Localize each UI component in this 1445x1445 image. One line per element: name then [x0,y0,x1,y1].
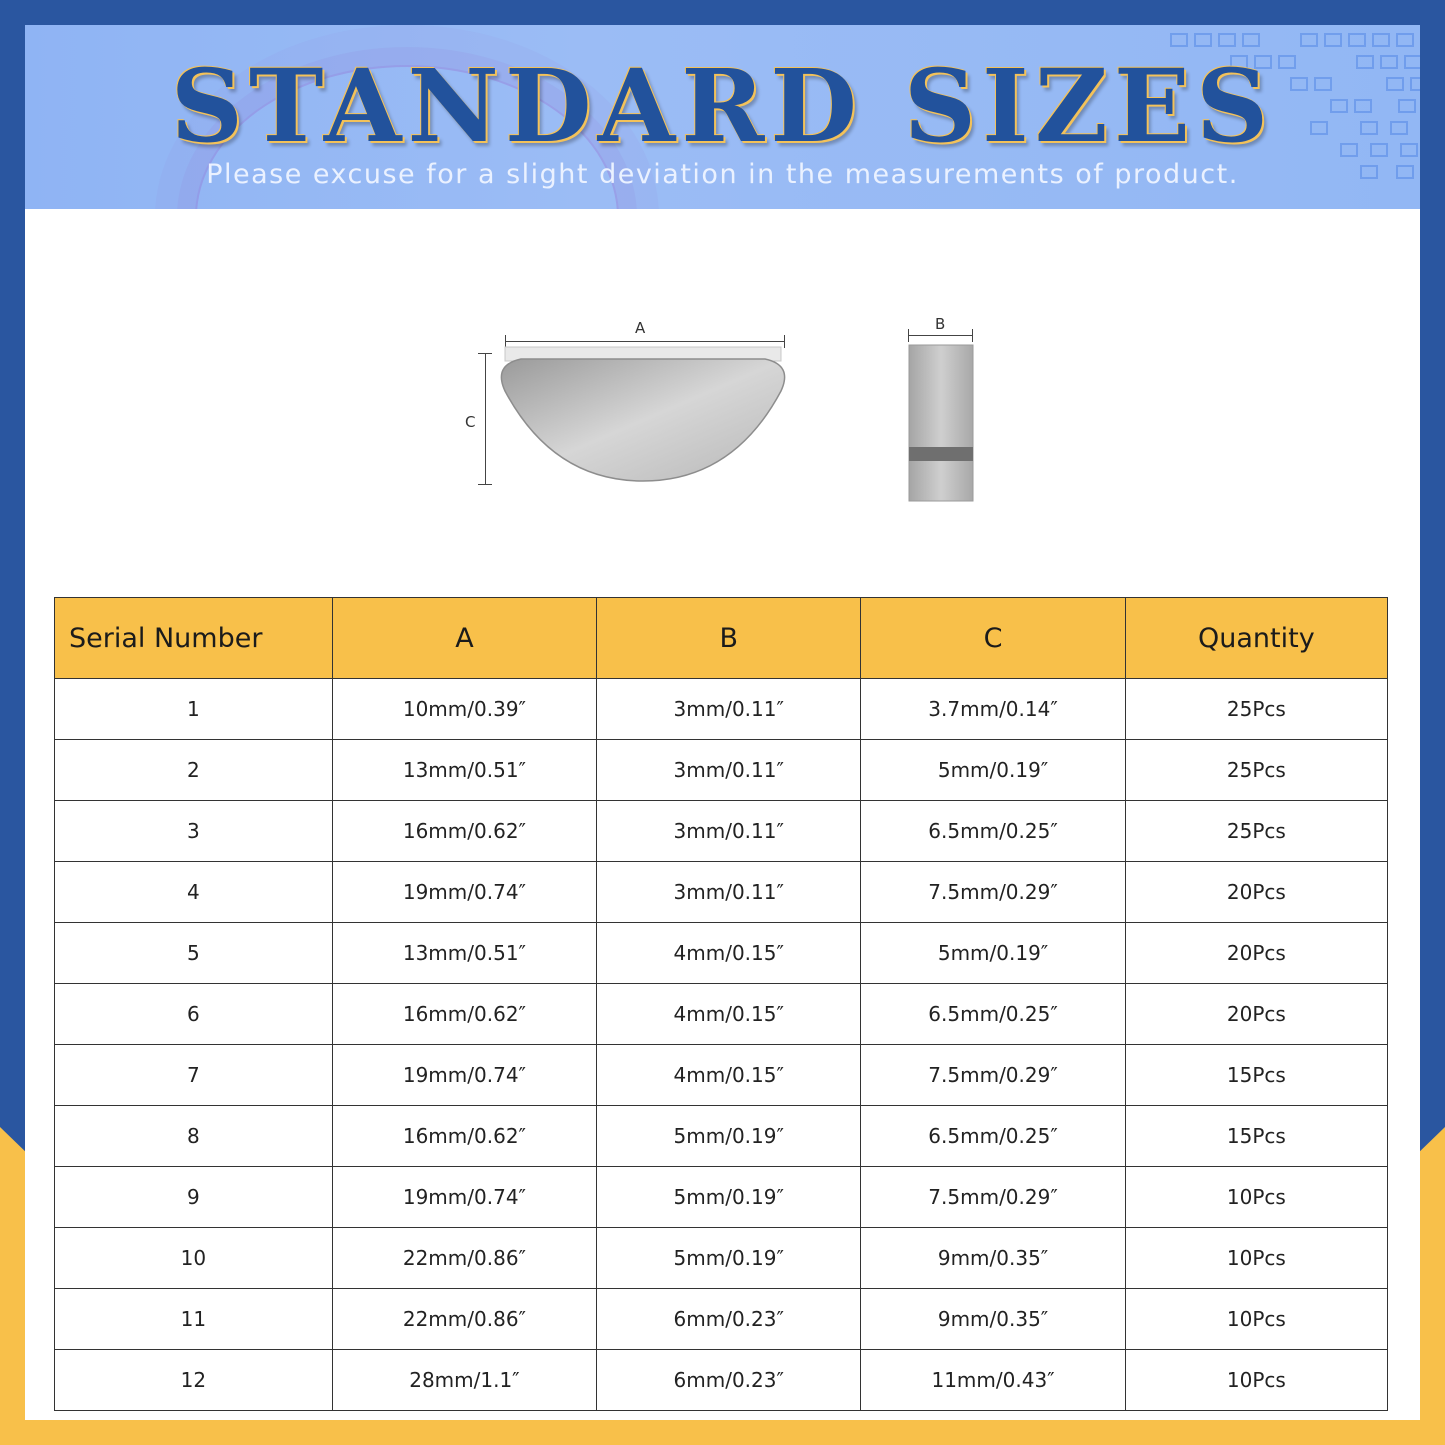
cell-a: 10mm/0.39″ [332,679,596,740]
cell-quantity: 25Pcs [1125,801,1387,862]
cell-b: 6mm/0.23″ [597,1289,861,1350]
dimension-label-c: C [465,413,476,431]
grid-square [1170,33,1188,47]
table-row [55,1228,1388,1289]
spec-table [54,597,1388,1411]
cell-b: 5mm/0.19″ [597,1167,861,1228]
cell-b: 6mm/0.23″ [597,1350,861,1411]
page-subtitle: Please excuse for a slight deviation in the measurements of product. [206,159,1239,190]
cell-b: 3mm/0.11″ [597,740,861,801]
cell-a: 13mm/0.51″ [332,740,596,801]
table-row [55,1106,1388,1167]
cell-serial-number: 12 [55,1350,333,1411]
frame-yellow-bottom [0,1419,1445,1445]
dimension-label-b: B [935,315,946,333]
cell-quantity: 20Pcs [1125,923,1387,984]
header-quantity: Quantity [1125,598,1387,679]
cell-serial-number: 6 [55,984,333,1045]
cell-quantity: 20Pcs [1125,862,1387,923]
cell-c: 9mm/0.35″ [861,1228,1125,1289]
dimension-line-a [505,341,785,342]
table-row [55,1045,1388,1106]
content-canvas [25,25,1420,1420]
woodruff-key-front-shape [493,345,793,485]
table-row [55,923,1388,984]
cell-quantity: 25Pcs [1125,740,1387,801]
cell-a: 19mm/0.74″ [332,862,596,923]
grid-square [1194,33,1212,47]
grid-square [1300,33,1318,47]
grid-square [1348,33,1366,47]
table-row [55,862,1388,923]
woodruff-key-side-shape [907,343,975,503]
header-banner [25,25,1420,209]
cell-serial-number: 5 [55,923,333,984]
cell-c: 11mm/0.43″ [861,1350,1125,1411]
cell-c: 7.5mm/0.29″ [861,1167,1125,1228]
header-a: A [332,598,596,679]
table-row [55,1350,1388,1411]
cell-b: 3mm/0.11″ [597,862,861,923]
table-row [55,740,1388,801]
table-header-row [55,598,1388,679]
cell-quantity: 10Pcs [1125,1289,1387,1350]
header-c: C [861,598,1125,679]
cell-a: 22mm/0.86″ [332,1289,596,1350]
cell-serial-number: 8 [55,1106,333,1167]
cell-a: 22mm/0.86″ [332,1228,596,1289]
cell-a: 19mm/0.74″ [332,1045,596,1106]
cell-c: 7.5mm/0.29″ [861,1045,1125,1106]
cell-a: 16mm/0.62″ [332,1106,596,1167]
cell-serial-number: 10 [55,1228,333,1289]
cell-quantity: 20Pcs [1125,984,1387,1045]
header-serial-number: Serial Number [55,598,333,679]
dimension-label-a: A [635,319,646,337]
cell-c: 6.5mm/0.25″ [861,1106,1125,1167]
cell-serial-number: 4 [55,862,333,923]
key-side-diagram [901,315,981,505]
cell-serial-number: 2 [55,740,333,801]
grid-square [1218,33,1236,47]
cell-c: 7.5mm/0.29″ [861,862,1125,923]
table-row [55,679,1388,740]
cell-a: 28mm/1.1″ [332,1350,596,1411]
cell-serial-number: 3 [55,801,333,862]
cell-b: 4mm/0.15″ [597,984,861,1045]
header-b: B [597,598,861,679]
table-body [55,679,1388,1411]
table-row [55,1167,1388,1228]
cell-quantity: 10Pcs [1125,1167,1387,1228]
grid-square [1372,33,1390,47]
cell-b: 5mm/0.19″ [597,1106,861,1167]
cell-c: 3.7mm/0.14″ [861,679,1125,740]
cell-a: 16mm/0.62″ [332,984,596,1045]
cell-b: 4mm/0.15″ [597,1045,861,1106]
cell-b: 3mm/0.11″ [597,679,861,740]
key-front-diagram [465,315,805,495]
table-row [55,984,1388,1045]
cell-c: 6.5mm/0.25″ [861,801,1125,862]
cell-quantity: 15Pcs [1125,1045,1387,1106]
cell-c: 9mm/0.35″ [861,1289,1125,1350]
cell-serial-number: 9 [55,1167,333,1228]
cell-a: 16mm/0.62″ [332,801,596,862]
cell-quantity: 15Pcs [1125,1106,1387,1167]
cell-serial-number: 1 [55,679,333,740]
dimension-line-b [908,335,972,336]
cell-b: 3mm/0.11″ [597,801,861,862]
cell-c: 5mm/0.19″ [861,740,1125,801]
cell-c: 5mm/0.19″ [861,923,1125,984]
cell-b: 5mm/0.19″ [597,1228,861,1289]
cell-serial-number: 11 [55,1289,333,1350]
cell-serial-number: 7 [55,1045,333,1106]
grid-square [1396,33,1414,47]
table-row [55,801,1388,862]
cell-quantity: 25Pcs [1125,679,1387,740]
cell-a: 13mm/0.51″ [332,923,596,984]
dimension-line-c [485,353,486,485]
cell-c: 6.5mm/0.25″ [861,984,1125,1045]
page-title: STANDARD SIZES [170,47,1275,165]
cell-b: 4mm/0.15″ [597,923,861,984]
cell-quantity: 10Pcs [1125,1350,1387,1411]
grid-square [1324,33,1342,47]
grid-square [1242,33,1260,47]
cell-a: 19mm/0.74″ [332,1167,596,1228]
cell-quantity: 10Pcs [1125,1228,1387,1289]
table-row [55,1289,1388,1350]
